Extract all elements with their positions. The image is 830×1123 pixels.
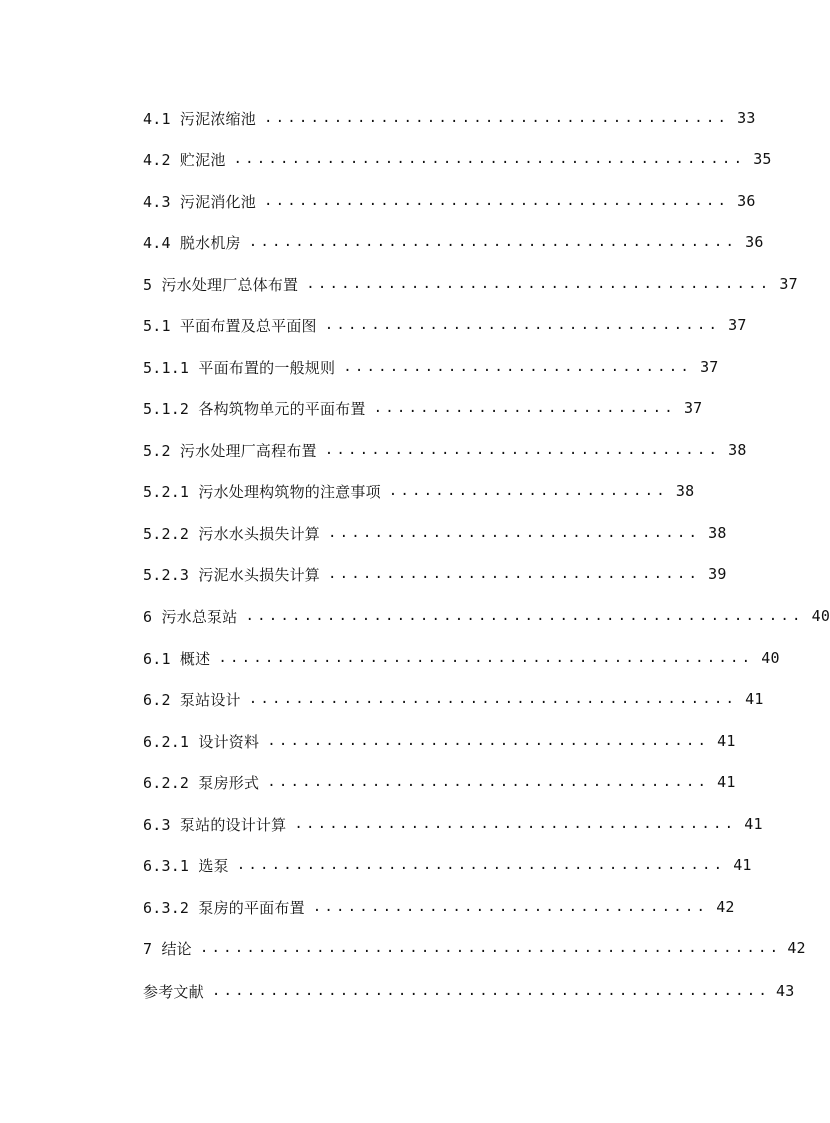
toc-page-number: 41 xyxy=(717,773,736,791)
toc-page-number: 35 xyxy=(753,150,772,168)
toc-page-number: 41 xyxy=(744,815,763,833)
toc-leader: .......................................... xyxy=(236,857,726,873)
toc-leader: ................................................ xyxy=(245,608,804,624)
toc-entry[interactable] xyxy=(143,563,727,585)
toc-label: 6.2.1 设计资料 xyxy=(143,732,260,751)
toc-leader: .............................. xyxy=(343,359,693,375)
toc-entry[interactable] xyxy=(143,688,764,710)
toc-label: 6 污水总泵站 xyxy=(143,607,238,626)
toc-label: 5.1 平面布置及总平面图 xyxy=(143,316,317,335)
toc-label: 6.3.2 泵房的平面布置 xyxy=(143,898,305,917)
toc-entry[interactable] xyxy=(143,647,780,669)
toc-leader: .................................. xyxy=(324,317,721,333)
toc-page-number: 38 xyxy=(708,524,727,542)
toc-page-number: 42 xyxy=(716,898,735,916)
toc-leader: .............................................. xyxy=(218,650,754,666)
toc-entry[interactable] xyxy=(143,231,764,253)
toc-entry[interactable] xyxy=(143,439,747,461)
toc-entry[interactable] xyxy=(143,605,830,627)
toc-leader: ............................................ xyxy=(233,151,746,167)
toc-page-number: 36 xyxy=(745,233,764,251)
toc-leader: ...................................... xyxy=(267,774,710,790)
toc-page-number: 41 xyxy=(717,732,736,750)
toc-label: 5.2.3 污泥水头损失计算 xyxy=(143,565,320,584)
toc-leader: .................................. xyxy=(324,442,721,458)
toc-entry[interactable] xyxy=(143,314,747,336)
toc-label: 6.2.2 泵房形式 xyxy=(143,773,260,792)
toc-label: 5.2.1 污水处理构筑物的注意事项 xyxy=(143,482,381,501)
toc-entry[interactable] xyxy=(143,190,756,212)
toc-leader: .................................. xyxy=(312,899,709,915)
toc-page-number: 37 xyxy=(683,399,703,417)
toc-label: 6.3 泵站的设计计算 xyxy=(143,815,287,834)
toc-entry[interactable] xyxy=(143,980,795,1002)
toc-page-number: 37 xyxy=(779,275,798,293)
toc-page-number: 40 xyxy=(811,607,830,625)
toc-page-number: 38 xyxy=(675,482,695,500)
toc-leader: ........................................ xyxy=(263,193,730,209)
toc-leader: ...................................... xyxy=(294,816,737,832)
toc-label: 4.2 贮泥池 xyxy=(143,150,226,169)
toc-entry[interactable] xyxy=(143,107,756,129)
toc-page-number: 42 xyxy=(787,939,806,957)
toc-leader: ........................ xyxy=(388,483,668,499)
toc-entry[interactable] xyxy=(143,813,763,835)
toc-leader: ................................................ xyxy=(211,983,770,999)
toc-page-number: 33 xyxy=(737,109,756,127)
toc-label: 4.1 污泥浓缩池 xyxy=(143,109,256,128)
toc-leader: ................................ xyxy=(328,525,701,541)
toc-entry[interactable] xyxy=(143,522,727,544)
toc-leader: ........................................ xyxy=(263,110,730,126)
toc-entry[interactable] xyxy=(143,397,703,419)
toc-page-number: 41 xyxy=(733,856,752,874)
toc-entry[interactable] xyxy=(143,896,735,918)
toc-page-number: 39 xyxy=(708,565,727,583)
toc-entry[interactable] xyxy=(143,356,719,378)
toc-leader: ................................ xyxy=(328,566,701,582)
toc-page-number: 40 xyxy=(761,649,780,667)
toc-label: 6.3.1 选泵 xyxy=(143,856,229,875)
toc-entry[interactable] xyxy=(143,937,806,959)
toc-entry[interactable] xyxy=(143,480,695,502)
toc-leader: ...................................... xyxy=(267,733,710,749)
toc-leader: .......................................... xyxy=(248,691,738,707)
toc-page-number: 36 xyxy=(737,192,756,210)
toc-leader: .......................... xyxy=(373,400,676,416)
toc-page-number: 43 xyxy=(776,982,795,1000)
toc-label: 6.2 泵站设计 xyxy=(143,690,241,709)
toc-page-number: 41 xyxy=(745,690,764,708)
toc-leader: .................................................. xyxy=(199,940,782,956)
toc-leader: .......................................... xyxy=(248,234,738,250)
toc-page-number: 37 xyxy=(728,316,747,334)
toc-entry[interactable] xyxy=(143,771,736,793)
toc-page-number: 38 xyxy=(728,441,747,459)
toc-label: 5 污水处理厂总体布置 xyxy=(143,275,299,294)
toc-entry[interactable] xyxy=(143,730,736,752)
toc-label: 5.1.2 各构筑物单元的平面布置 xyxy=(143,399,366,418)
toc-label: 7 结论 xyxy=(143,939,192,958)
toc-label: 5.1.1 平面布置的一般规则 xyxy=(143,358,336,377)
toc-entry[interactable] xyxy=(143,148,772,170)
toc-leader: ........................................ xyxy=(306,276,772,292)
toc-label: 4.4 脱水机房 xyxy=(143,233,241,252)
toc-label: 4.3 污泥消化池 xyxy=(143,192,256,211)
toc-entry[interactable] xyxy=(143,854,752,876)
toc-label: 5.2 污水处理厂高程布置 xyxy=(143,441,317,460)
toc-label: 参考文献 xyxy=(143,982,204,1001)
toc-entry[interactable] xyxy=(143,273,798,295)
toc-page-number: 37 xyxy=(700,358,719,376)
toc-label: 6.1 概述 xyxy=(143,649,211,668)
toc-label: 5.2.2 污水水头损失计算 xyxy=(143,524,320,543)
